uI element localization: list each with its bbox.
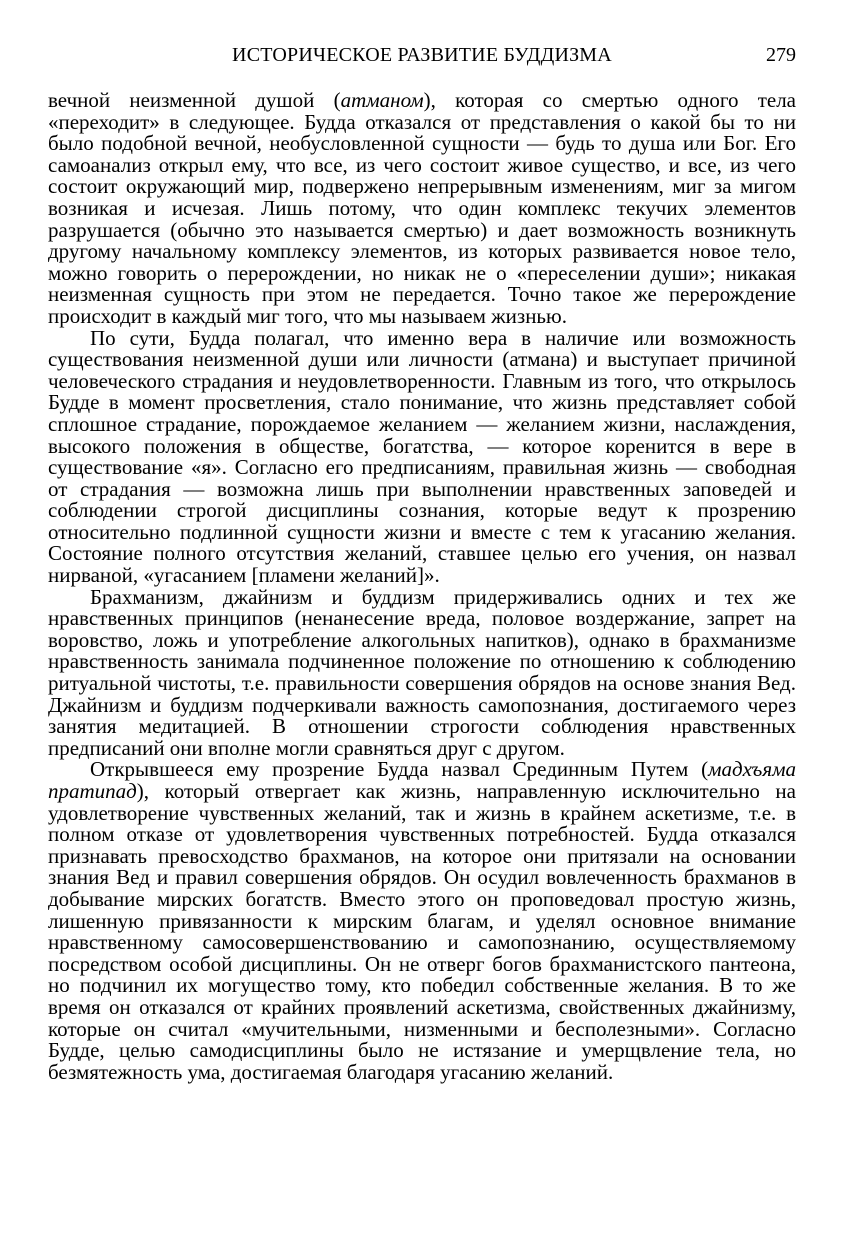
page-number: 279 <box>766 44 796 66</box>
italic-term: мадхъяма пратипад <box>48 757 796 803</box>
paragraph-text: вечной неизменной душой ( <box>48 88 341 112</box>
running-header <box>48 44 796 74</box>
running-title: ИСТОРИЧЕСКОЕ РАЗВИТИЕ БУДДИЗМА <box>232 44 612 66</box>
paragraph-text: ), который отвергает как жизнь, направленную исключительно на удовлетворение чувственных желаний, так и жизнь в крайнем аскетизме, т.е. в полном отказе от удовлетворения чувственных потребностей. Будда отказался признавать превосходство брахманов, на которое они притязали на основании знания Вед и правил совершения обрядов. Он осудил вовлеченность брахманов в добывание мирских богатств. Вместо этого он проповедовал простую жизнь, лишенную привязанности к мирским благам, и уделял основное внимание нравственному самосовершенствованию и самопознанию, осуществляемому посредством особой дисциплины. Он не отверг богов брахманистского пантеона, но подчинил их могущество тому, кто победил собственные желания. В то же время он отказался от крайних проявлений аскетизма, свойственных джайнизму, которые он считал «мучительными, низменными и бесполезными». Согласно Будде, целью самодисциплины было не истязание и умерщвление тела, но безмятежность ума, достигаемая благодаря угасанию желаний. <box>48 779 796 1084</box>
paragraph <box>48 759 796 1083</box>
paragraph-text: ), которая со смертью одного тела «переходит» в следующее. Будда отказался от представления о какой бы то ни было подобной вечной, необусловленной сущности — будь то душа или Бог. Его самоанализ открыл ему, что все, из чего состоит живое существо, и все, из чего состоит окружающий мир, подвержено непрерывным изменениям, миг за мигом возникая и исчезая. Лишь потому, что один комплекс текучих элементов разрушается (обычно это называется смертью) и дает возможность возникнуть другому начальному комплексу элементов, из которых развивается новое тело, можно говорить о перерождении, но никак не о «переселении души»; никакая неизменная сущность при этом не передается. Точно такое же перерождение происходит в каждый миг того, что мы называем жизнью. <box>48 88 796 328</box>
paragraph: По сути, Будда полагал, что именно вера в наличие или возможность существования неизменной души или личности (атмана) и выступает причиной человеческого страдания и неудовлетворенности. Главным из того, что открылось Будде в момент просветления, стало понимание, что жизнь представляет собой сплошное страдание, порождаемое желанием — желанием жизни, наслаждения, высокого положения в обществе, богатства, — которое коренится в вере в существование «я». Согласно его предписаниям, правильная жизнь — свободная от страдания — возможна лишь при выполнении нравственных заповедей и соблюдении строгой дисциплины сознания, которые ведут к прозрению относительно подлинной сущности жизни и вместе с тем к угасанию желания. Состояние полного отсутствия желаний, ставшее целью его учения, он назвал нирваной, «угасанием [пламени желаний]». <box>48 325 796 588</box>
body-text <box>48 90 796 1083</box>
paragraph-text: Открывшееся ему прозрение Будда назвал Срединным Путем ( <box>90 757 709 782</box>
paragraph: Брахманизм, джайнизм и буддизм придерживались одних и тех же нравственных принципов (ненанесение вреда, половое воздержание, запрет на воровство, ложь и употребление алкогольных напитков), однако в брахманизме нравственность занимала подчиненное положение по отношению к соблюдению ритуальной чистоты, т.е. правильности совершения обрядов на основе знания Вед. Джайнизм и буддизм подчеркивали важность самопознания, достигаемого через занятия медитацией. В отношении строгости соблюдения нравственных предписаний они вполне могли сравняться друг с другом. <box>48 584 796 760</box>
italic-term: атманом <box>340 88 424 112</box>
paragraph-continued <box>48 90 796 328</box>
